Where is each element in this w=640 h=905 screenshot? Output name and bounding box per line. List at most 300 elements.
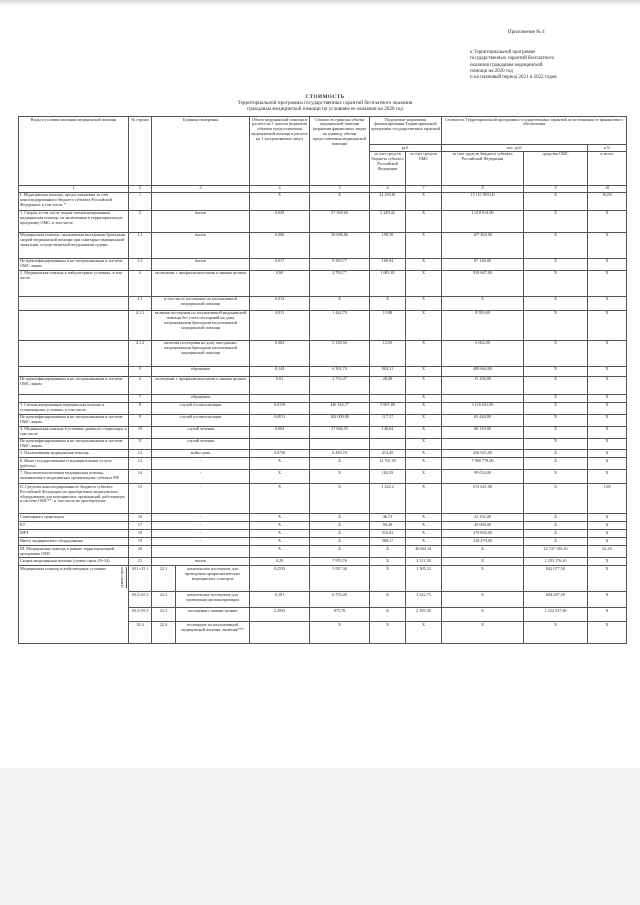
- row-cost: 2 752,47: [310, 376, 370, 394]
- row-budget-rub: X: [370, 566, 406, 592]
- row-cost: X: [310, 470, 370, 484]
- title-line-1: СТОИМОСТЬ: [305, 94, 345, 100]
- row-budget-rub: X: [370, 608, 406, 622]
- row-percent: X: [588, 622, 627, 644]
- ambulatory-sum: 35.4: [129, 622, 152, 644]
- table-row: [19, 470, 627, 484]
- row-name: Иного медицинского оборудования: [19, 538, 129, 546]
- row-number: 22.4: [152, 622, 176, 644]
- row-name: III. Медицинская помощь в рамках территориальной программы ОМС: [19, 546, 129, 558]
- row-number: 9: [129, 414, 152, 426]
- row-oms-thrub: X: [524, 232, 588, 258]
- row-percent: 62,20: [588, 546, 627, 558]
- row-budget-thrub: X: [442, 608, 524, 622]
- row-oms-thrub: X: [524, 470, 588, 484]
- row-oms-rub: X: [406, 296, 442, 310]
- row-number: 21: [129, 558, 152, 566]
- row-oms-rub: X: [406, 340, 442, 366]
- row-cost: X: [310, 484, 370, 514]
- row-percent: X: [588, 538, 627, 546]
- row-oms-thrub: X: [524, 538, 588, 546]
- row-volume: [250, 622, 310, 644]
- row-cost: 6 301,74: [310, 366, 370, 376]
- row-percent: X: [588, 566, 627, 592]
- table-row: [19, 458, 627, 470]
- row-budget-rub: 474,49: [370, 450, 406, 458]
- header-col-2: № строки: [129, 117, 152, 186]
- row-oms-rub: X: [406, 376, 442, 394]
- row-oms-thrub: 684 047,50: [524, 592, 588, 608]
- header-col-1: Виды и условия оказания медицинской помощи: [19, 117, 129, 186]
- row-oms-rub: X: [406, 522, 442, 530]
- row-name: 4. Медицинская помощь в условиях дневного стационара, в том числе: [19, 426, 129, 438]
- row-oms-thrub: X: [524, 514, 588, 522]
- table-row: [19, 522, 627, 530]
- row-unit: [152, 546, 250, 558]
- row-percent: X: [588, 376, 627, 394]
- row-unit: включая посещения на дому выездными патронажными бригадами паллиативной медицинской помощи: [152, 340, 250, 366]
- column-number: 2: [129, 185, 152, 192]
- row-budget-thrub: 7 960 779,00: [442, 458, 524, 470]
- row-cost: 875,70: [310, 608, 370, 622]
- row-budget-thrub: 1 218 014,00: [442, 210, 524, 232]
- ambulatory-sum: 30.3+35.3: [129, 608, 152, 622]
- row-oms-rub: X: [406, 232, 442, 258]
- row-unit: -: [152, 538, 250, 546]
- row-unit: -: [152, 522, 250, 530]
- row-budget-rub: X: [370, 546, 406, 558]
- row-number: 20: [129, 546, 152, 558]
- row-unit: -: [152, 470, 250, 484]
- table-row: [19, 232, 627, 258]
- row-budget-thrub: 6 662,00: [442, 340, 524, 366]
- row-oms-thrub: X: [524, 414, 588, 426]
- appendix-line: оказания гражданам медицинской: [470, 62, 543, 68]
- row-oms-rub: X: [406, 450, 442, 458]
- row-unit: койко-день: [152, 450, 250, 458]
- row-oms-rub: 1 222,75: [406, 592, 442, 608]
- row-cost: [310, 438, 370, 450]
- row-unit: вызов: [152, 558, 250, 566]
- row-unit: случай госпитализации: [152, 414, 250, 426]
- row-number: 10: [129, 426, 152, 438]
- row-cost: X: [310, 522, 370, 530]
- row-percent: X: [588, 522, 627, 530]
- row-budget-thrub: 87 146,00: [442, 258, 524, 270]
- row-name: [19, 340, 129, 366]
- row-budget-rub: 90,49: [370, 522, 406, 530]
- table-row: [19, 376, 627, 394]
- row-percent: X: [588, 426, 627, 438]
- document-title: [180, 94, 470, 112]
- row-budget-rub: [370, 438, 406, 450]
- row-budget-rub: X: [370, 558, 406, 566]
- row-name: I. Медицинская помощь, предоставляемая за счет консолидированного бюджета субъекта Российской Федерации, в том числе *: [19, 192, 129, 210]
- row-name: [19, 310, 129, 340]
- appendix-line: к Территориальной программе: [470, 50, 536, 56]
- row-number: 18: [129, 530, 152, 538]
- row-number: 1: [129, 192, 152, 210]
- row-number: 16: [129, 514, 152, 522]
- row-cost: 1 442,79: [310, 310, 370, 340]
- row-oms-thrub: X: [524, 394, 588, 402]
- header-col-5: Стоимость единицы объема медицинской помощи (норматив финансовых затрат на единицу объема предоставления медицинской помощи): [310, 117, 370, 186]
- row-volume: X: [250, 192, 310, 210]
- row-budget-thrub: 49 000,00: [442, 522, 524, 530]
- row-name: 6. Иные государственные и муниципальные услуги (работы): [19, 458, 129, 470]
- row-name: II. Средства консолидированного бюджета субъекта Российской Федерации на приобретение медицинского оборудования для медицинских организаций, работающих в системе ОМС**, в том числе на приобретение: [19, 484, 129, 514]
- row-cost: X: [310, 546, 370, 558]
- row-name: [19, 366, 129, 376]
- row-percent: X: [588, 450, 627, 458]
- table-row: [19, 192, 627, 210]
- row-budget-rub: 588,17: [370, 538, 406, 546]
- row-name: Медицинская помощь, оказываемая выездными бригадами скорой медицинской помощи при санитарно-авиационной эвакуации, осуществляемой воздушными судами: [19, 232, 129, 258]
- row-percent: X: [588, 530, 627, 538]
- row-name: КТ: [19, 522, 129, 530]
- appendix-block: [470, 30, 635, 81]
- row-budget-rub: [370, 394, 406, 402]
- row-volume: 0,017: [250, 258, 310, 270]
- column-number: 10: [588, 185, 627, 192]
- row-name: Не идентифицированным и не застрахованным в системе ОМС лицам: [19, 438, 129, 450]
- row-unit: посещение по паллиативной медицинской помощи, включая***: [176, 622, 250, 644]
- row-percent: X: [588, 414, 627, 426]
- appendix-line: государственных гарантий бесплатного: [470, 56, 555, 62]
- column-number: 8: [442, 185, 524, 192]
- row-percent: X: [588, 458, 627, 470]
- table-row: [19, 558, 627, 566]
- row-number: 3.1: [129, 232, 152, 258]
- row-name: [19, 296, 129, 310]
- row-oms-rub: X: [406, 366, 442, 376]
- row-budget-thrub: 672 621,00: [442, 484, 524, 514]
- row-name: Не идентифицированным и не застрахованным в системе ОМС лицам: [19, 376, 129, 394]
- row-oms-rub: X: [406, 192, 442, 210]
- row-budget-rub: 24 250,81: [370, 192, 406, 210]
- row-unit: -: [152, 514, 250, 522]
- table-row: [19, 414, 627, 426]
- header-col-6: за счет средств бюджета субъекта Российской Федерации: [370, 151, 406, 185]
- row-number: 4.1.2: [129, 340, 152, 366]
- table-row: [19, 340, 627, 366]
- row-oms-thrub: X: [524, 210, 588, 232]
- row-volume: 0,01: [250, 376, 310, 394]
- row-budget-thrub: 279 850,00: [442, 530, 524, 538]
- row-unit: -: [152, 458, 250, 470]
- row-budget-rub: 14 701,93: [370, 458, 406, 470]
- row-budget-thrub: X: [442, 558, 524, 566]
- row-number: 22.2: [152, 592, 176, 608]
- title-line-2: Территориальной программы государственных гарантий бесплатного оказания: [237, 100, 413, 106]
- row-oms-rub: 40 661,01: [406, 546, 442, 558]
- row-unit: вызов: [152, 258, 250, 270]
- row-oms-rub: X: [406, 426, 442, 438]
- row-oms-rub: X: [406, 538, 442, 546]
- row-oms-thrub: X: [524, 438, 588, 450]
- ambulatory-sum: 30.1+35.1: [129, 566, 152, 592]
- header-row: [19, 117, 627, 145]
- ambulatory-name-text: Медицинская помощь в амбулаторных условиях: [20, 565, 107, 571]
- table-row: [19, 484, 627, 514]
- row-oms-rub: X: [406, 402, 442, 414]
- row-name: 2. Медицинская помощь в амбулаторных условиях, в том числе: [19, 270, 129, 296]
- row-unit: вызов: [152, 232, 250, 258]
- row-name: Санитарного транспорта: [19, 514, 129, 522]
- row-volume: X: [250, 484, 310, 514]
- row-oms-rub: X: [406, 470, 442, 484]
- row-number: 17: [129, 522, 152, 530]
- table-row-ambulatory: [19, 566, 627, 592]
- row-budget-rub: 1 242,2: [370, 484, 406, 514]
- row-percent: X: [588, 470, 627, 484]
- table-row: [19, 270, 627, 296]
- row-oms-thrub: X: [524, 376, 588, 394]
- row-cost: X: [310, 530, 370, 538]
- row-oms-thrub: X: [524, 622, 588, 644]
- row-volume: 2,4955: [250, 608, 310, 622]
- table-row: [19, 450, 627, 458]
- row-oms-thrub: 1 222 537,90: [524, 608, 588, 622]
- row-unit: [152, 192, 250, 210]
- row-budget-thrub: 256 925,00: [442, 450, 524, 458]
- row-unit: вызов: [152, 210, 250, 232]
- row-budget-rub: 117,17: [370, 414, 406, 426]
- row-cost: 6 450,70: [310, 450, 370, 458]
- row-volume: 0,0011: [250, 414, 310, 426]
- row-unit: посещение с профилактическими и иными целями: [152, 270, 250, 296]
- row-budget-thrub: 910 667,00: [442, 270, 524, 296]
- row-percent: X: [588, 608, 627, 622]
- column-number: 1: [19, 185, 129, 192]
- row-percent: X: [588, 210, 627, 232]
- header-col-9: средства ОМС: [524, 151, 588, 185]
- row-percent: X: [588, 258, 627, 270]
- row-oms-thrub: X: [524, 450, 588, 458]
- row-cost: 6 755,49: [310, 592, 370, 608]
- row-oms-rub: X: [406, 310, 442, 340]
- header-pct: в %: [588, 145, 627, 152]
- row-volume: X: [250, 522, 310, 530]
- row-cost: X: [310, 538, 370, 546]
- row-unit: случай лечения: [152, 426, 250, 438]
- table-row: [19, 546, 627, 558]
- row-unit: комплексное посещение для проведения профилактических медицинских осмотров: [176, 566, 250, 592]
- row-volume: 0,004: [250, 426, 310, 438]
- row-oms-rub: 2 311,50: [406, 558, 442, 566]
- header-rub: руб.: [370, 145, 442, 152]
- row-volume: X: [250, 514, 310, 522]
- row-budget-rub: 1 681,81: [370, 270, 406, 296]
- row-budget-rub: X: [370, 592, 406, 608]
- row-name: МРТ: [19, 530, 129, 538]
- row-oms-thrub: X: [524, 530, 588, 538]
- appendix-line: и на плановый период 2021 и 2022 годов: [470, 75, 557, 81]
- row-cost: 7 970,76: [310, 558, 370, 566]
- row-cost: X: [310, 296, 370, 310]
- header-col-3: Единица измерения: [152, 117, 250, 186]
- row-oms-rub: X: [406, 270, 442, 296]
- row-volume: 0,29: [250, 558, 310, 566]
- header-col-7: за счет средств ОМС: [406, 151, 442, 185]
- row-volume: X: [250, 538, 310, 546]
- row-percent: X: [588, 310, 627, 340]
- row-name: Скорая медицинская помощь (сумма строк 29+34): [19, 558, 129, 566]
- row-percent: X: [588, 558, 627, 566]
- row-name: 5. Паллиативная медицинская помощь: [19, 450, 129, 458]
- row-name: Не идентифицированным и не застрахованным в системе ОМС лицам: [19, 414, 129, 426]
- header-col-10: к итогу: [588, 151, 627, 185]
- table-row: [19, 438, 627, 450]
- page-bottom-margin: [0, 768, 640, 905]
- row-percent: X: [588, 366, 627, 376]
- table-row: [19, 210, 627, 232]
- row-budget-thrub: 107 404,00: [442, 232, 524, 258]
- table-row: [19, 514, 627, 522]
- column-number: 7: [406, 185, 442, 192]
- row-number: 5: [129, 366, 152, 376]
- row-cost: 5 937,36: [310, 566, 370, 592]
- row-budget-rub: 5 907,89: [370, 402, 406, 414]
- row-percent: X: [588, 270, 627, 296]
- ambulatory-side-label: сумма строк: [120, 567, 127, 588]
- column-number: 5: [310, 185, 370, 192]
- row-volume: 0,60: [250, 270, 310, 296]
- row-oms-thrub: X: [524, 192, 588, 210]
- header-col-8: за счет средств бюджета субъекта Российской Федерации: [442, 151, 524, 185]
- column-number: 9: [524, 185, 588, 192]
- row-budget-thrub: [442, 438, 524, 450]
- row-percent: X: [588, 514, 627, 522]
- row-budget-thrub: X: [442, 622, 524, 644]
- row-unit: включая посещения по паллиативной медицинской помощи без учета посещений на дому патронажными бригадами паллиативной медицинской помощи: [152, 310, 250, 340]
- row-percent: X: [588, 592, 627, 608]
- row-oms-rub: 2 185,30: [406, 608, 442, 622]
- header-col-6-7: Подушевые нормативы финансирования Территориальной программы государственных гарантий: [370, 117, 442, 145]
- row-name: 7. Высокотехнологичная медицинская помощь, оказываемая в медицинских организациях субъекта РФ: [19, 470, 129, 484]
- row-unit: случай госпитализации: [152, 402, 250, 414]
- row-percent: X: [588, 438, 627, 450]
- row-budget-thrub: 489 664,00: [442, 366, 524, 376]
- row-volume: 0,006: [250, 232, 310, 258]
- row-name: 3. Специализированная медицинская помощь в стационарных условиях, в том числе: [19, 402, 129, 414]
- row-unit: обращение: [152, 366, 250, 376]
- column-number: 6: [370, 185, 406, 192]
- row-cost: 102 000,00: [310, 414, 370, 426]
- ambulatory-sum: 30.2+35.2: [129, 592, 152, 608]
- row-oms-thrub: X: [524, 258, 588, 270]
- row-budget-thrub: 15 151 905,00: [442, 192, 524, 210]
- row-oms-thrub: X: [524, 484, 588, 514]
- row-budget-thrub: 25 292,00: [442, 514, 524, 522]
- row-budget-thrub: X: [442, 296, 524, 310]
- column-numbers-row: [19, 185, 627, 192]
- row-oms-thrub: X: [524, 522, 588, 530]
- row-number: 4.1: [129, 296, 152, 310]
- row-budget-rub: 12,50: [370, 340, 406, 366]
- row-budget-rub: 516,83: [370, 530, 406, 538]
- table-row: [19, 538, 627, 546]
- row-oms-thrub: X: [524, 296, 588, 310]
- row-budget-thrub: 8 599,00: [442, 310, 524, 340]
- row-volume: X: [250, 470, 310, 484]
- row-budget-thrub: 63 444,00: [442, 414, 524, 426]
- row-percent: X: [588, 402, 627, 414]
- row-oms-rub: X: [406, 458, 442, 470]
- row-oms-rub: X: [406, 394, 442, 402]
- header-thrub: тыс. руб.: [442, 145, 588, 152]
- table-row: [19, 310, 627, 340]
- row-percent: 36,00: [588, 192, 627, 210]
- row-volume: 0,0736: [250, 450, 310, 458]
- row-name: [19, 394, 129, 402]
- row-budget-rub: X: [370, 622, 406, 644]
- ambulatory-name: [19, 566, 129, 644]
- row-cost: X: [310, 458, 370, 470]
- row-volume: 0,181: [250, 592, 310, 608]
- row-cost: [310, 394, 370, 402]
- row-percent: X: [588, 340, 627, 366]
- row-budget-thrub: 3 116 041,00: [442, 402, 524, 414]
- row-cost: 2 783,77: [310, 270, 370, 296]
- row-budget-rub: 904,31: [370, 366, 406, 376]
- row-budget-rub: 46,73: [370, 514, 406, 522]
- row-volume: [250, 394, 310, 402]
- table-row: [19, 366, 627, 376]
- row-oms-thrub: X: [524, 426, 588, 438]
- row-volume: 0,0159: [250, 402, 310, 414]
- row-budget-rub: 2 249,42: [370, 210, 406, 232]
- row-volume: X: [250, 530, 310, 538]
- row-oms-rub: X: [406, 514, 442, 522]
- row-number: 8: [129, 402, 152, 414]
- scan-edge: [0, 0, 640, 6]
- table-row: [19, 426, 627, 438]
- column-number: 3: [152, 185, 250, 192]
- row-budget-thrub: [442, 394, 524, 402]
- row-number: 22.1: [152, 566, 176, 592]
- row-cost: 57 569,60: [310, 210, 370, 232]
- row-percent: X: [588, 232, 627, 258]
- row-number: 4.1.1: [129, 310, 152, 340]
- row-volume: 0,011: [250, 310, 310, 340]
- table-row: [19, 394, 627, 402]
- row-volume: 0,013: [250, 296, 310, 310]
- row-oms-thrub: X: [524, 402, 588, 414]
- row-oms-thrub: X: [524, 270, 588, 296]
- header-col-4: Объем медицинской помощи в расчете на 1 жителя (норматив объемов предоставления медицинской помощи в расчете на 1 застрахованное лицо): [250, 117, 310, 186]
- row-budget-rub: X: [370, 296, 406, 310]
- row-budget-rub: 160,94: [370, 258, 406, 270]
- row-cost: X: [310, 192, 370, 210]
- row-cost: 5 138,56: [310, 340, 370, 366]
- row-number: 13: [129, 458, 152, 470]
- row-number: 4: [129, 270, 152, 296]
- row-cost: 246 165,77: [310, 402, 370, 414]
- row-number: 19: [129, 538, 152, 546]
- row-name: 1. Скорая, в том числе скорая специализированная медицинская помощь, не включенная в территориальную программу ОМС, в том числе: [19, 210, 129, 232]
- row-oms-rub: X: [406, 484, 442, 514]
- row-percent: X: [588, 296, 627, 310]
- table-row: [19, 258, 627, 270]
- row-number: 2: [129, 210, 152, 232]
- row-cost: 9 393,77: [310, 258, 370, 270]
- row-cost: 37 846,55: [310, 426, 370, 438]
- row-number: 12: [129, 450, 152, 458]
- row-number: 7: [129, 394, 152, 402]
- row-oms-rub: X: [406, 258, 442, 270]
- row-percent: X: [588, 394, 627, 402]
